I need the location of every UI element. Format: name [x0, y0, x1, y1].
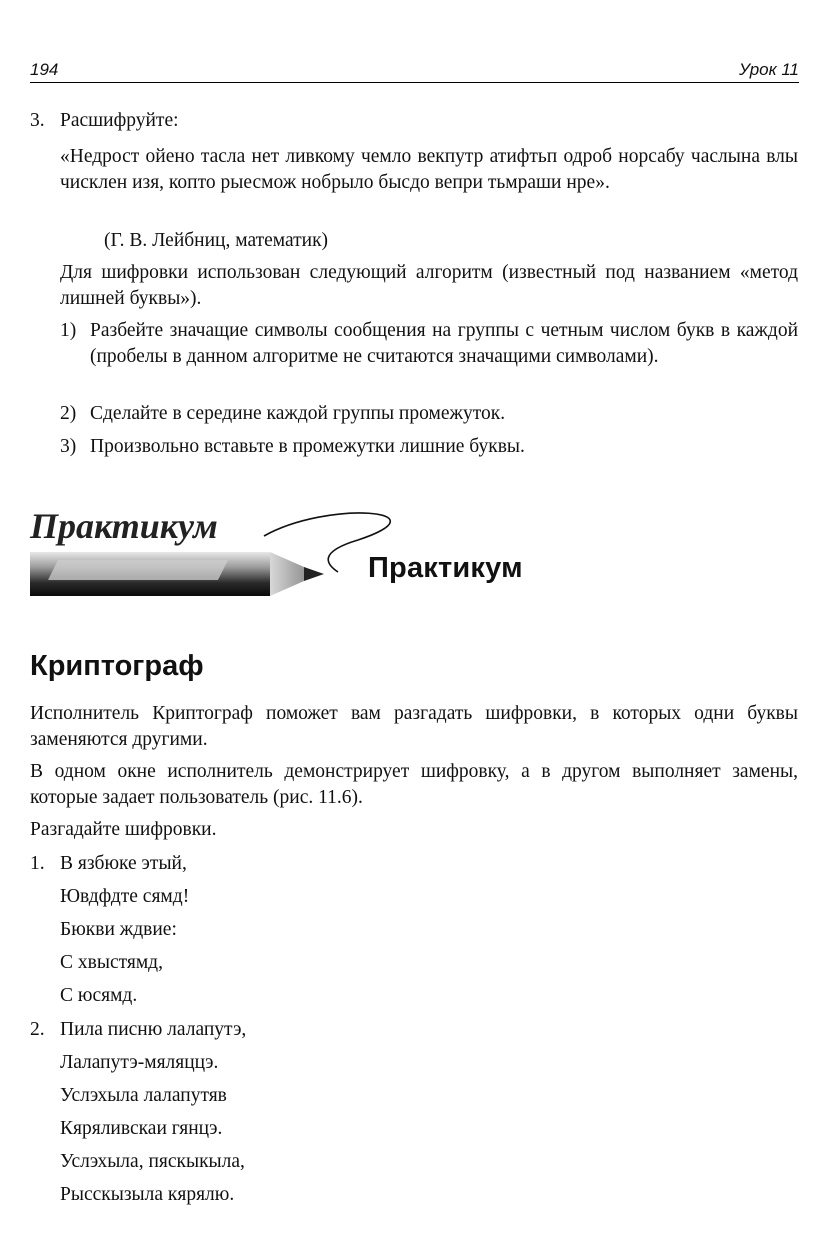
practicum-title: Практикум	[368, 552, 523, 584]
task-number: 3.	[30, 110, 45, 131]
section-title: Криптограф	[30, 650, 204, 682]
algorithm-intro: Для шифровки использован следующий алгоритм (известный под названием «метод лишней буквы»).	[60, 262, 798, 309]
puzzle-number: 1.	[30, 853, 45, 874]
poem-line: Услэхыла лалапутяв	[60, 1085, 227, 1106]
puzzle-number: 2.	[30, 1019, 45, 1040]
step-number: 3)	[60, 436, 77, 457]
task-title: Расшифруйте:	[60, 110, 179, 131]
cipher-quote: «Недрост ойено тасла нет ливкому чемло векпутр атифтьп одроб норсабу часлына влы чисклен изя, копто рыесмож нобрыло бысдо вепри тьмраши нре».	[60, 146, 798, 193]
step-text: Сделайте в середине каждой группы промежуток.	[90, 403, 506, 424]
step-number: 1)	[60, 320, 77, 341]
cryptograph-para-2: В одном окне исполнитель демонстрирует шифровку, а в другом выполняет замены, которые задает пользователь (рис. 11.6).	[30, 761, 798, 808]
poem-line: Ювдфдте сямд!	[60, 886, 190, 907]
pencil-highlight	[48, 560, 228, 580]
poem-line: Лалапутэ-мяляццэ.	[60, 1052, 219, 1073]
page-number: 194	[30, 60, 59, 79]
poem-line: С хвыстямд,	[60, 952, 163, 973]
pencil-lead	[304, 567, 324, 581]
cryptograph-para-1: Исполнитель Криптограф поможет вам разгадать шифровки, в которых одни буквы заменяются другими.	[30, 703, 798, 750]
step-text: Произвольно вставьте в промежутки лишние буквы.	[90, 436, 525, 457]
poem-line: Услэхыла, пяскыкыла,	[60, 1151, 245, 1172]
poem-line: Рысскызыла кярялю.	[60, 1184, 235, 1205]
quote-attribution: (Г. В. Лейбниц, математик)	[104, 230, 329, 251]
step-number: 2)	[60, 403, 77, 424]
poem-line: В язбюке этый,	[60, 853, 187, 874]
poem-line: Бюкви ждвие:	[60, 919, 177, 940]
practicum-script-logo: Практикум	[30, 506, 218, 546]
poem-line: С юсямд.	[60, 985, 138, 1006]
poem-line: Кяряливскаи гянцэ.	[60, 1118, 223, 1139]
cryptograph-para-3: Разгадайте шифровки.	[30, 819, 217, 840]
poem-line: Пила писню лалапутэ,	[60, 1019, 247, 1040]
step-text: Разбейте значащие символы сообщения на группы с четным числом букв в каждой (пробелы в данном алгоритме не считаются значащими символами).	[90, 320, 798, 367]
running-header	[30, 60, 799, 83]
lesson-label: Урок 11	[739, 60, 799, 79]
